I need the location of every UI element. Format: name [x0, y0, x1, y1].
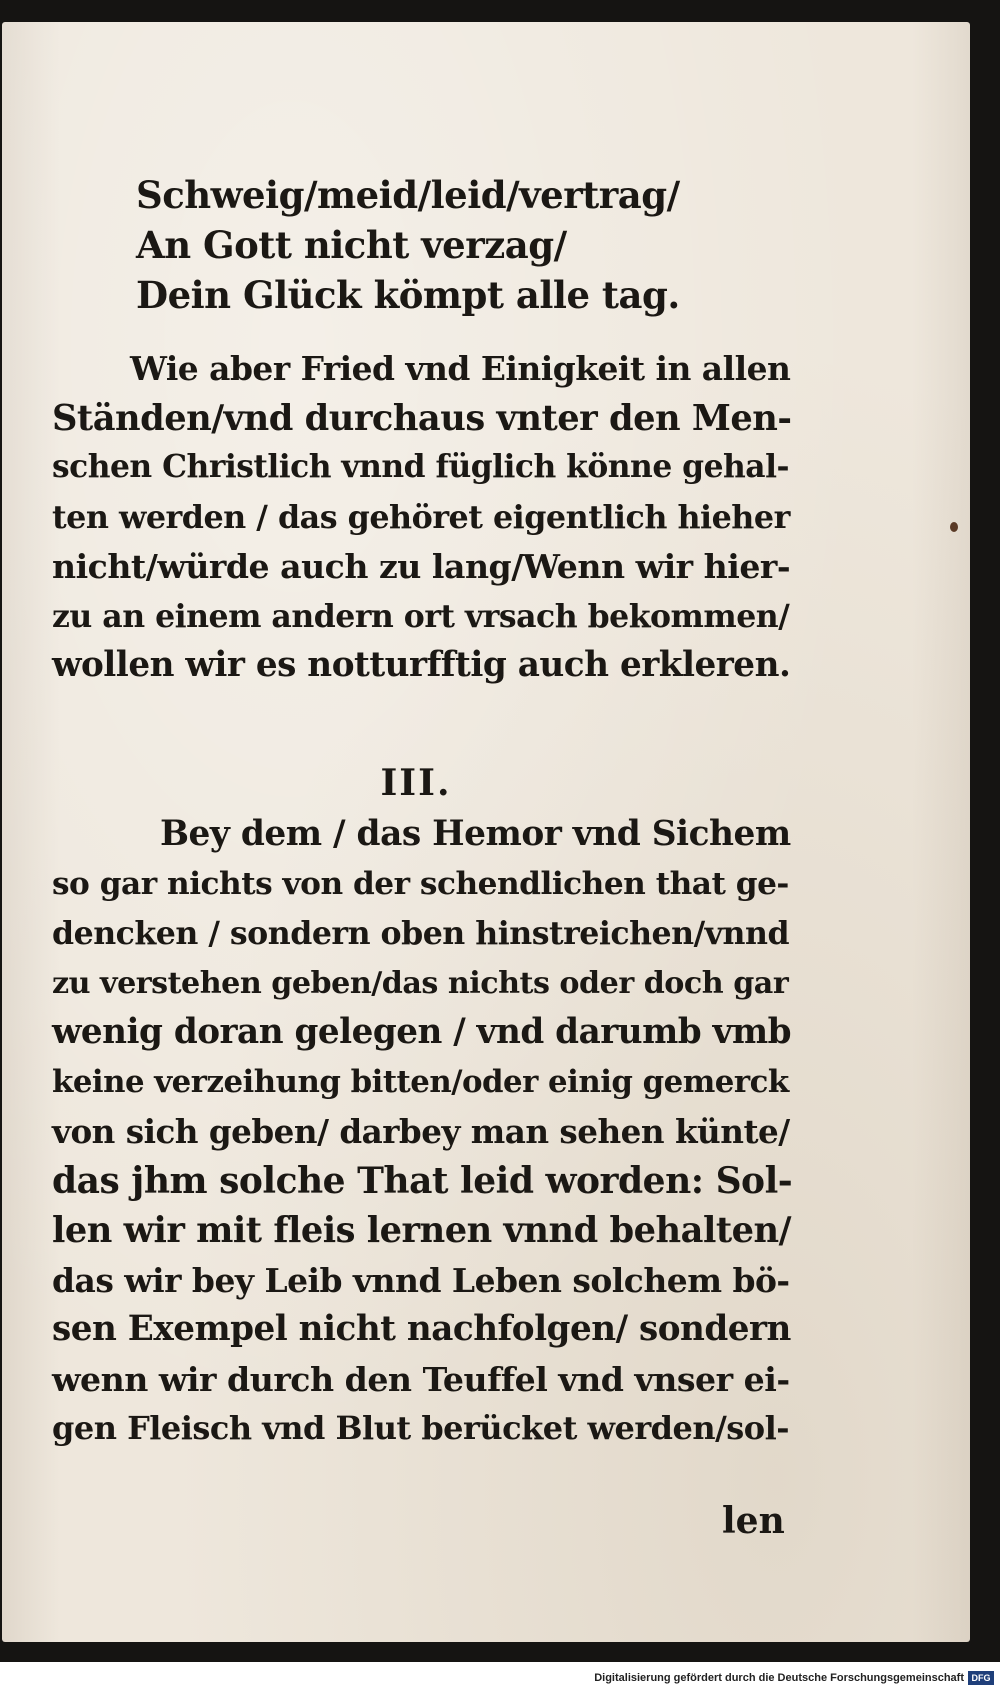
text-line: Wie aber Fried vnd Einigkeit in allen: [130, 349, 791, 388]
motto-line: Schweig/meid/leid/vertrag/: [136, 173, 680, 217]
text-line: wenig doran gelegen / vnd darumb vmb: [52, 1012, 792, 1052]
text-line: ten werden / das gehöret eigentlich hieher: [52, 498, 790, 536]
text-line: sen Exempel nicht nachfolgen/ sondern: [52, 1309, 791, 1349]
footer-bar: [0, 1668, 1000, 1694]
text-line: Bey dem / das Hemor vnd Sichem: [160, 814, 791, 854]
text-line: von sich geben/ darbey man sehen künte/: [52, 1112, 790, 1151]
text-line: schen Christlich vnnd füglich könne gehal-: [52, 449, 789, 485]
text-line: len wir mit fleis lernen vnnd behalten/: [52, 1210, 792, 1251]
dfg-logo-icon: DFG: [968, 1671, 994, 1685]
text-line: Ständen/vnd durchaus vnter den Men-: [52, 397, 792, 439]
book-page: [2, 22, 970, 1642]
text-line: das wir bey Leib vnnd Leben solchem bö-: [52, 1260, 790, 1300]
motto-line: An Gott nicht verzag/: [136, 223, 567, 267]
paragraph-2: [52, 810, 792, 1454]
text-line: nicht/würde auch zu lang/Wenn wir hier-: [52, 547, 791, 586]
text-line: zu an einem andern ort vrsach bekommen/: [52, 597, 790, 635]
text-line: dencken / sondern oben hinstreichen/vnnd: [52, 915, 790, 952]
section-heading: III.: [380, 762, 452, 804]
text-line: wollen wir es notturfftig auch erkleren.: [52, 645, 791, 685]
paragraph-1: [52, 344, 792, 691]
text-line: das jhm solche That leid worden: Sol-: [52, 1159, 793, 1202]
text-line: so gar nichts von der schendlichen that ge-: [52, 865, 789, 902]
motto-line: Dein Glück kömpt alle tag.: [136, 273, 680, 317]
text-line: keine verzeihung bitten/oder einig gemerck: [52, 1063, 789, 1100]
text-line: gen Fleisch vnd Blut berücket werden/sol-: [52, 1409, 790, 1447]
motto-verse: [136, 170, 876, 320]
text-line: zu verstehen geben/das nichts oder doch gar: [52, 965, 789, 1001]
ink-spot: [950, 522, 958, 532]
funding-credit: Digitalisierung gefördert durch die Deutsche Forschungsgemeinschaft: [594, 1672, 964, 1684]
text-line: wenn wir durch den Teuffel vnd vnser ei-: [52, 1359, 790, 1399]
catchword: len: [722, 1500, 785, 1542]
